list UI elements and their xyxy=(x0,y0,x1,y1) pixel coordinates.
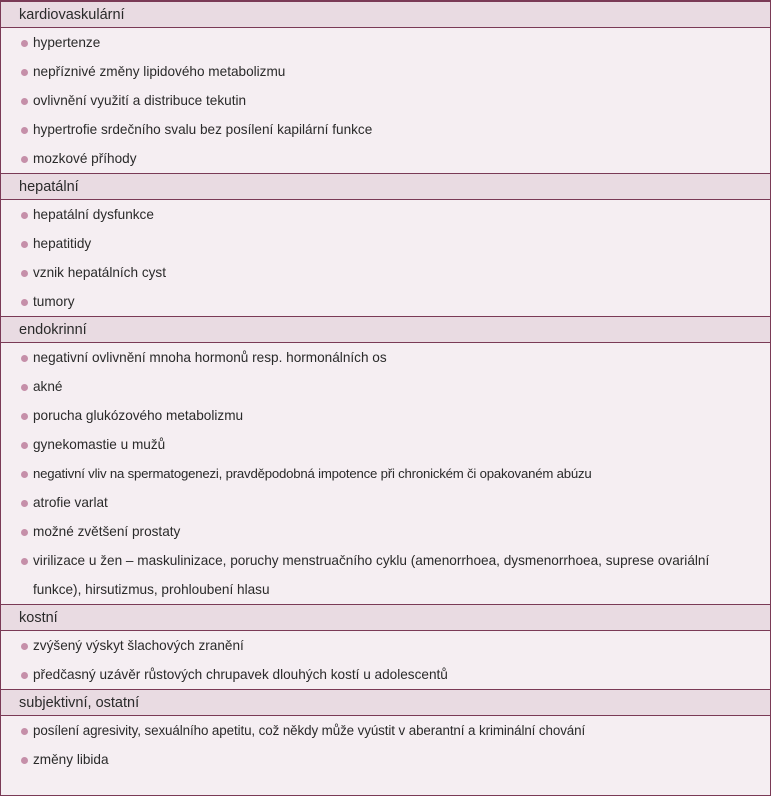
item-text: porucha glukózového metabolizmu xyxy=(33,408,244,423)
list-item xyxy=(1,287,770,316)
list-item xyxy=(1,401,770,430)
section-header-endocrine: endokrinní xyxy=(1,316,770,343)
bullet-icon xyxy=(21,728,28,735)
list-item xyxy=(1,430,770,459)
bullet-icon xyxy=(21,98,28,105)
item-text: virilizace u žen – maskulinizace, poruchy menstruačního cyklu (amenorrhoea, dysmenorrhoea, suprese ovariální funkce), hirsutizmus, prohloubení hlasu xyxy=(33,553,710,597)
item-text: tumory xyxy=(33,294,75,309)
section-header-hepatic: hepatální xyxy=(1,173,770,200)
item-text: změny libida xyxy=(33,752,109,767)
list-item xyxy=(1,372,770,401)
list-item xyxy=(1,144,770,173)
bullet-icon xyxy=(21,672,28,679)
bullet-icon xyxy=(21,529,28,536)
list-item xyxy=(1,229,770,258)
bullet-icon xyxy=(21,757,28,764)
list-item xyxy=(1,86,770,115)
item-text: možné zvětšení prostaty xyxy=(33,524,181,539)
item-text: atrofie varlat xyxy=(33,495,108,510)
section-header-subjective: subjektivní, ostatní xyxy=(1,689,770,716)
section-header-bone: kostní xyxy=(1,604,770,631)
list-item xyxy=(1,115,770,144)
list-item xyxy=(1,459,770,488)
list-item xyxy=(1,258,770,287)
bullet-icon xyxy=(21,643,28,650)
item-text: ovlivnění využití a distribuce tekutin xyxy=(33,93,247,108)
bullet-icon xyxy=(21,355,28,362)
bullet-icon xyxy=(21,299,28,306)
item-text: mozkové příhody xyxy=(33,151,137,166)
item-text: posílení agresivity, sexuálního apetitu, což někdy může vyústit v aberantní a kriminální chování xyxy=(33,723,586,738)
list-item xyxy=(1,745,770,774)
item-text: hypertrofie srdečního svalu bez posílení kapilární funkce xyxy=(33,122,373,137)
item-text: negativní ovlivnění mnoha hormonů resp. hormonálních os xyxy=(33,350,387,365)
item-text: vznik hepatálních cyst xyxy=(33,265,166,280)
item-text: předčasný uzávěr růstových chrupavek dlouhých kostí u adolescentů xyxy=(33,667,448,682)
item-text: gynekomastie u mužů xyxy=(33,437,166,452)
item-text: zvýšený výskyt šlachových zranění xyxy=(33,638,244,653)
bullet-icon xyxy=(21,127,28,134)
bullet-icon xyxy=(21,69,28,76)
bullet-icon xyxy=(21,413,28,420)
item-text: nepříznivé změny lipidového metabolizmu xyxy=(33,64,286,79)
item-text: akné xyxy=(33,379,63,394)
list-item xyxy=(1,660,770,689)
item-text: hepatitidy xyxy=(33,236,92,251)
bullet-icon xyxy=(21,558,28,565)
bullet-icon xyxy=(21,500,28,507)
list-item xyxy=(1,343,770,372)
list-item xyxy=(1,57,770,86)
list-item xyxy=(1,28,770,57)
bullet-icon xyxy=(21,156,28,163)
list-item xyxy=(1,631,770,660)
item-text: negativní vliv na spermatogenezi, pravděpodobná impotence při chronickém či opakovaném abúzu xyxy=(33,466,592,481)
list-item xyxy=(1,488,770,517)
item-text: hypertenze xyxy=(33,35,101,50)
list-item xyxy=(1,200,770,229)
bullet-icon xyxy=(21,241,28,248)
list-item xyxy=(1,716,770,745)
bullet-icon xyxy=(21,270,28,277)
bullet-icon xyxy=(21,212,28,219)
bullet-icon xyxy=(21,471,28,478)
list-item xyxy=(1,517,770,546)
bullet-icon xyxy=(21,384,28,391)
item-text: hepatální dysfunkce xyxy=(33,207,154,222)
bullet-icon xyxy=(21,40,28,47)
bullet-icon xyxy=(21,442,28,449)
list-item xyxy=(1,546,770,604)
section-header-cardiovascular: kardiovaskulární xyxy=(1,2,770,28)
